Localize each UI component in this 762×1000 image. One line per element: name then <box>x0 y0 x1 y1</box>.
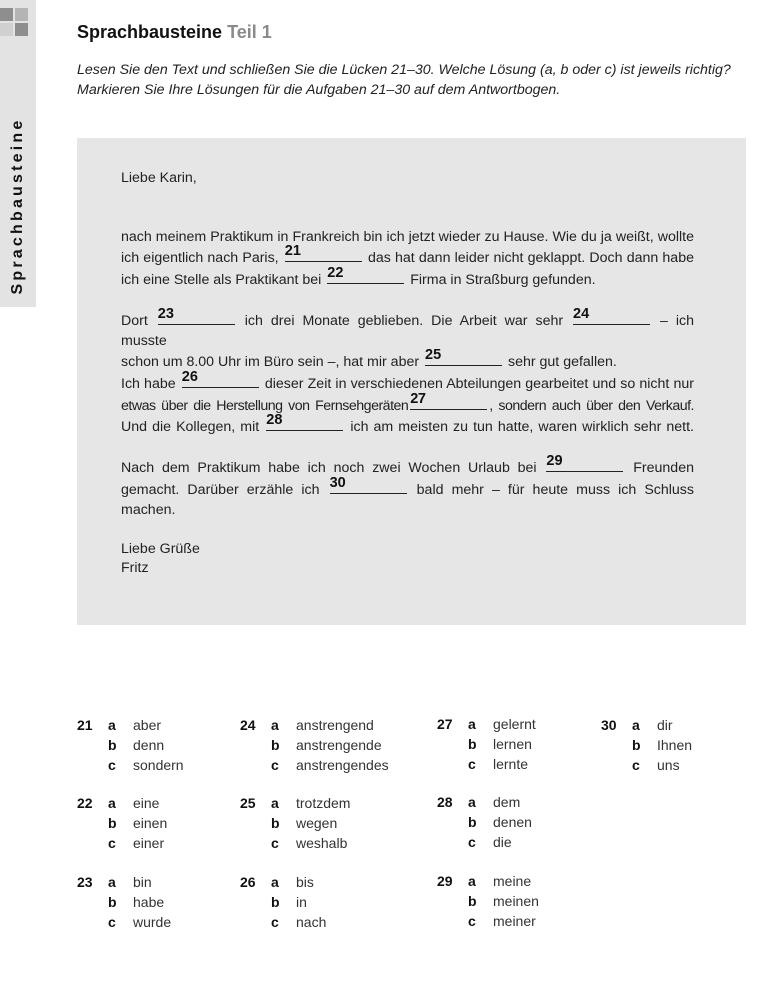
option-b[interactable] <box>77 814 247 834</box>
options-24 <box>240 716 410 775</box>
gap-22[interactable] <box>327 264 404 284</box>
text-line <box>121 453 694 479</box>
option-b[interactable] <box>437 813 607 833</box>
option-text: einer <box>133 834 165 851</box>
option-letter: c <box>468 833 476 850</box>
option-c[interactable] <box>77 756 247 776</box>
option-letter: c <box>271 756 279 773</box>
option-a[interactable] <box>437 793 607 813</box>
instructions-line-1: Lesen Sie den Text und schließen Sie die Lücken 21–30. Welche Lösung (a, b oder c) ist jeweils richtig? <box>77 62 731 78</box>
question-number: 23 <box>77 874 93 890</box>
option-c[interactable] <box>437 833 607 853</box>
title-part: Teil 1 <box>227 22 272 42</box>
option-c[interactable] <box>437 912 607 932</box>
option-letter: b <box>271 736 280 753</box>
option-text: in <box>296 893 307 910</box>
option-text: lernen <box>493 735 532 752</box>
gap-23[interactable] <box>157 306 235 325</box>
text-run: das hat dann leider nicht geklappt. Doch dann habe <box>367 250 694 267</box>
gap-27[interactable] <box>410 390 487 410</box>
page-title <box>77 22 272 43</box>
gap-number: 22 <box>327 264 344 281</box>
option-text: meine <box>493 873 532 889</box>
option-b[interactable] <box>240 814 410 834</box>
option-letter: c <box>108 913 116 930</box>
option-text: uns <box>657 756 680 773</box>
text-run: etwas über die Herstellung von Fernsehgeräten <box>121 397 409 414</box>
option-letter: b <box>468 892 477 909</box>
text-run: – ich musste <box>121 313 694 349</box>
option-text: meiner <box>493 912 536 929</box>
option-letter: a <box>108 717 116 733</box>
option-c[interactable] <box>77 913 247 933</box>
text-run: ich eigentlich nach Paris, <box>121 250 279 267</box>
instructions <box>77 60 747 100</box>
text-line <box>121 228 694 248</box>
question-number: 28 <box>437 794 453 810</box>
option-letter: a <box>108 795 116 811</box>
text-line <box>121 264 694 291</box>
options-28 <box>437 793 607 852</box>
options-23 <box>77 873 247 932</box>
option-letter: c <box>271 913 279 930</box>
option-letter: b <box>468 735 477 752</box>
gap-29[interactable] <box>546 453 623 472</box>
option-a[interactable] <box>601 716 751 736</box>
question-number: 26 <box>240 874 256 890</box>
options-27 <box>437 715 607 774</box>
text-run: sehr gut gefallen. <box>507 354 617 371</box>
text-run: Dort <box>121 313 148 330</box>
option-letter: a <box>108 874 116 890</box>
option-a[interactable] <box>437 872 607 892</box>
option-letter: b <box>108 814 117 831</box>
option-b[interactable] <box>77 893 247 913</box>
logo-icon <box>0 8 30 40</box>
option-letter: b <box>468 813 477 830</box>
letter-greeting: Liebe Karin, <box>121 170 197 186</box>
option-letter: a <box>632 717 640 733</box>
option-text: dir <box>657 717 673 733</box>
question-number: 22 <box>77 795 93 811</box>
letter-paragraph-3 <box>121 453 694 520</box>
option-c[interactable] <box>240 834 410 854</box>
gap-30[interactable] <box>329 474 407 494</box>
option-text: wurde <box>133 913 172 930</box>
gap-28[interactable] <box>266 412 343 431</box>
option-c[interactable] <box>240 756 410 776</box>
text-line <box>121 474 694 520</box>
text-run: Ich habe <box>121 375 176 392</box>
options-26 <box>240 873 410 932</box>
option-letter: c <box>468 755 476 772</box>
option-text: meinen <box>493 892 539 909</box>
question-number: 30 <box>601 717 617 733</box>
options-29 <box>437 872 607 931</box>
option-c[interactable] <box>240 913 410 933</box>
title-main: Sprachbausteine <box>77 22 223 42</box>
text-run: Freunden <box>633 460 694 477</box>
option-letter: a <box>271 795 279 811</box>
gap-25[interactable] <box>425 347 502 366</box>
letter-paragraph-1 <box>121 228 694 291</box>
gap-number: 27 <box>410 390 426 407</box>
text-run: ich am meisten zu tun hatte, waren wirklich sehr nett. <box>350 419 694 436</box>
option-a[interactable] <box>77 794 247 814</box>
text-line <box>121 243 694 269</box>
question-number: 24 <box>240 717 256 733</box>
option-text: eine <box>133 795 160 811</box>
option-letter: a <box>468 716 476 732</box>
option-text: Ihnen <box>657 736 693 753</box>
option-text: denen <box>493 813 532 830</box>
option-a[interactable] <box>240 873 410 893</box>
option-text: denn <box>133 736 165 753</box>
gap-number: 24 <box>573 306 590 323</box>
gap-number: 28 <box>266 412 283 429</box>
option-text: weshalb <box>296 834 348 851</box>
instructions-line-2: Markieren Sie Ihre Lösungen für die Aufgaben 21–30 auf dem Antwortbogen. <box>77 82 561 98</box>
text-run: ich eine Stelle als Praktikant bei <box>121 271 322 288</box>
option-letter: b <box>108 736 117 753</box>
option-text: anstrengend <box>296 717 374 733</box>
option-letter: b <box>271 893 280 910</box>
text-run: dieser Zeit in verschiedenen Abteilungen gearbeitet und so nicht nur <box>264 375 694 392</box>
options-21 <box>77 716 247 775</box>
gap-number: 23 <box>157 306 174 323</box>
options-30 <box>601 716 751 775</box>
option-letter: c <box>108 834 116 851</box>
text-line <box>121 412 694 438</box>
question-number: 21 <box>77 717 93 733</box>
text-run: ich drei Monate geblieben. Die Arbeit war sehr <box>244 313 564 330</box>
letter-closing: Liebe Grüße <box>121 540 200 557</box>
letter-box <box>77 138 746 625</box>
option-letter: b <box>108 893 117 910</box>
gap-number: 26 <box>181 368 198 385</box>
option-letter: a <box>468 873 476 889</box>
gap-number: 25 <box>425 347 442 364</box>
option-b[interactable] <box>240 736 410 756</box>
option-a[interactable] <box>240 794 410 814</box>
option-letter: a <box>271 717 279 733</box>
option-letter: a <box>468 794 476 810</box>
letter-paragraph-2 <box>121 306 694 438</box>
gap-21[interactable] <box>284 243 362 262</box>
letter-text <box>121 169 694 579</box>
option-text: lernte <box>493 755 529 772</box>
option-a[interactable] <box>77 716 247 736</box>
section-label: Sprachbausteine <box>9 117 26 295</box>
text-run: Nach dem Praktikum habe ich noch zwei Wochen Urlaub bei <box>121 460 537 477</box>
option-a[interactable] <box>240 716 410 736</box>
option-b[interactable] <box>601 736 751 756</box>
option-a[interactable] <box>437 715 607 735</box>
text-run: nach meinem Praktikum in Frankreich bin ich jetzt wieder zu Hause. Wie du ja weißt, wollte <box>121 228 694 245</box>
options-25 <box>240 794 410 853</box>
text-run: , sondern auch über den Verkauf. <box>489 397 694 414</box>
option-b[interactable] <box>240 893 410 913</box>
option-letter: b <box>632 736 641 753</box>
gap-24[interactable] <box>573 306 650 325</box>
option-b[interactable] <box>437 892 607 912</box>
gap-number: 30 <box>329 474 346 491</box>
option-letter: a <box>271 874 279 890</box>
option-c[interactable] <box>601 756 751 776</box>
text-run: Firma in Straßburg gefunden. <box>410 271 596 288</box>
option-letter: c <box>271 834 279 851</box>
gap-26[interactable] <box>181 368 259 388</box>
question-number: 27 <box>437 716 453 732</box>
option-letter: b <box>271 814 280 831</box>
text-line <box>121 390 694 417</box>
option-text: wegen <box>296 814 338 831</box>
option-text: einen <box>133 814 168 831</box>
option-c[interactable] <box>437 755 607 775</box>
option-text: bis <box>296 874 314 890</box>
option-text: aber <box>133 717 162 733</box>
text-run: gemacht. Darüber erzähle ich <box>121 481 320 498</box>
option-text: anstrengende <box>296 736 382 753</box>
option-text: gelernt <box>493 716 536 732</box>
options-22 <box>77 794 247 853</box>
option-letter: c <box>108 756 116 773</box>
option-b[interactable] <box>77 736 247 756</box>
section-tab <box>0 0 36 307</box>
gap-number: 29 <box>546 453 563 470</box>
option-a[interactable] <box>77 873 247 893</box>
option-c[interactable] <box>77 834 247 854</box>
option-letter: c <box>632 756 640 773</box>
option-text: nach <box>296 913 327 930</box>
question-number: 25 <box>240 795 256 811</box>
option-text: sondern <box>133 756 184 773</box>
option-letter: c <box>468 912 476 929</box>
text-line <box>121 368 694 395</box>
option-b[interactable] <box>437 735 607 755</box>
letter-signature: Fritz <box>121 560 149 577</box>
text-run: bald mehr – für heute muss ich Schluss machen. <box>121 481 694 518</box>
text-run: schon um 8.00 Uhr im Büro sein –, hat mir aber <box>121 354 420 371</box>
option-text: habe <box>133 893 165 910</box>
question-number: 29 <box>437 873 453 889</box>
text-line <box>121 306 694 351</box>
option-text: anstrengendes <box>296 756 389 773</box>
option-text: die <box>493 833 512 850</box>
option-text: dem <box>493 794 521 810</box>
option-text: bin <box>133 874 152 890</box>
option-text: trotzdem <box>296 795 351 811</box>
gap-number: 21 <box>284 243 301 260</box>
text-run: Und die Kollegen, mit <box>121 419 260 436</box>
